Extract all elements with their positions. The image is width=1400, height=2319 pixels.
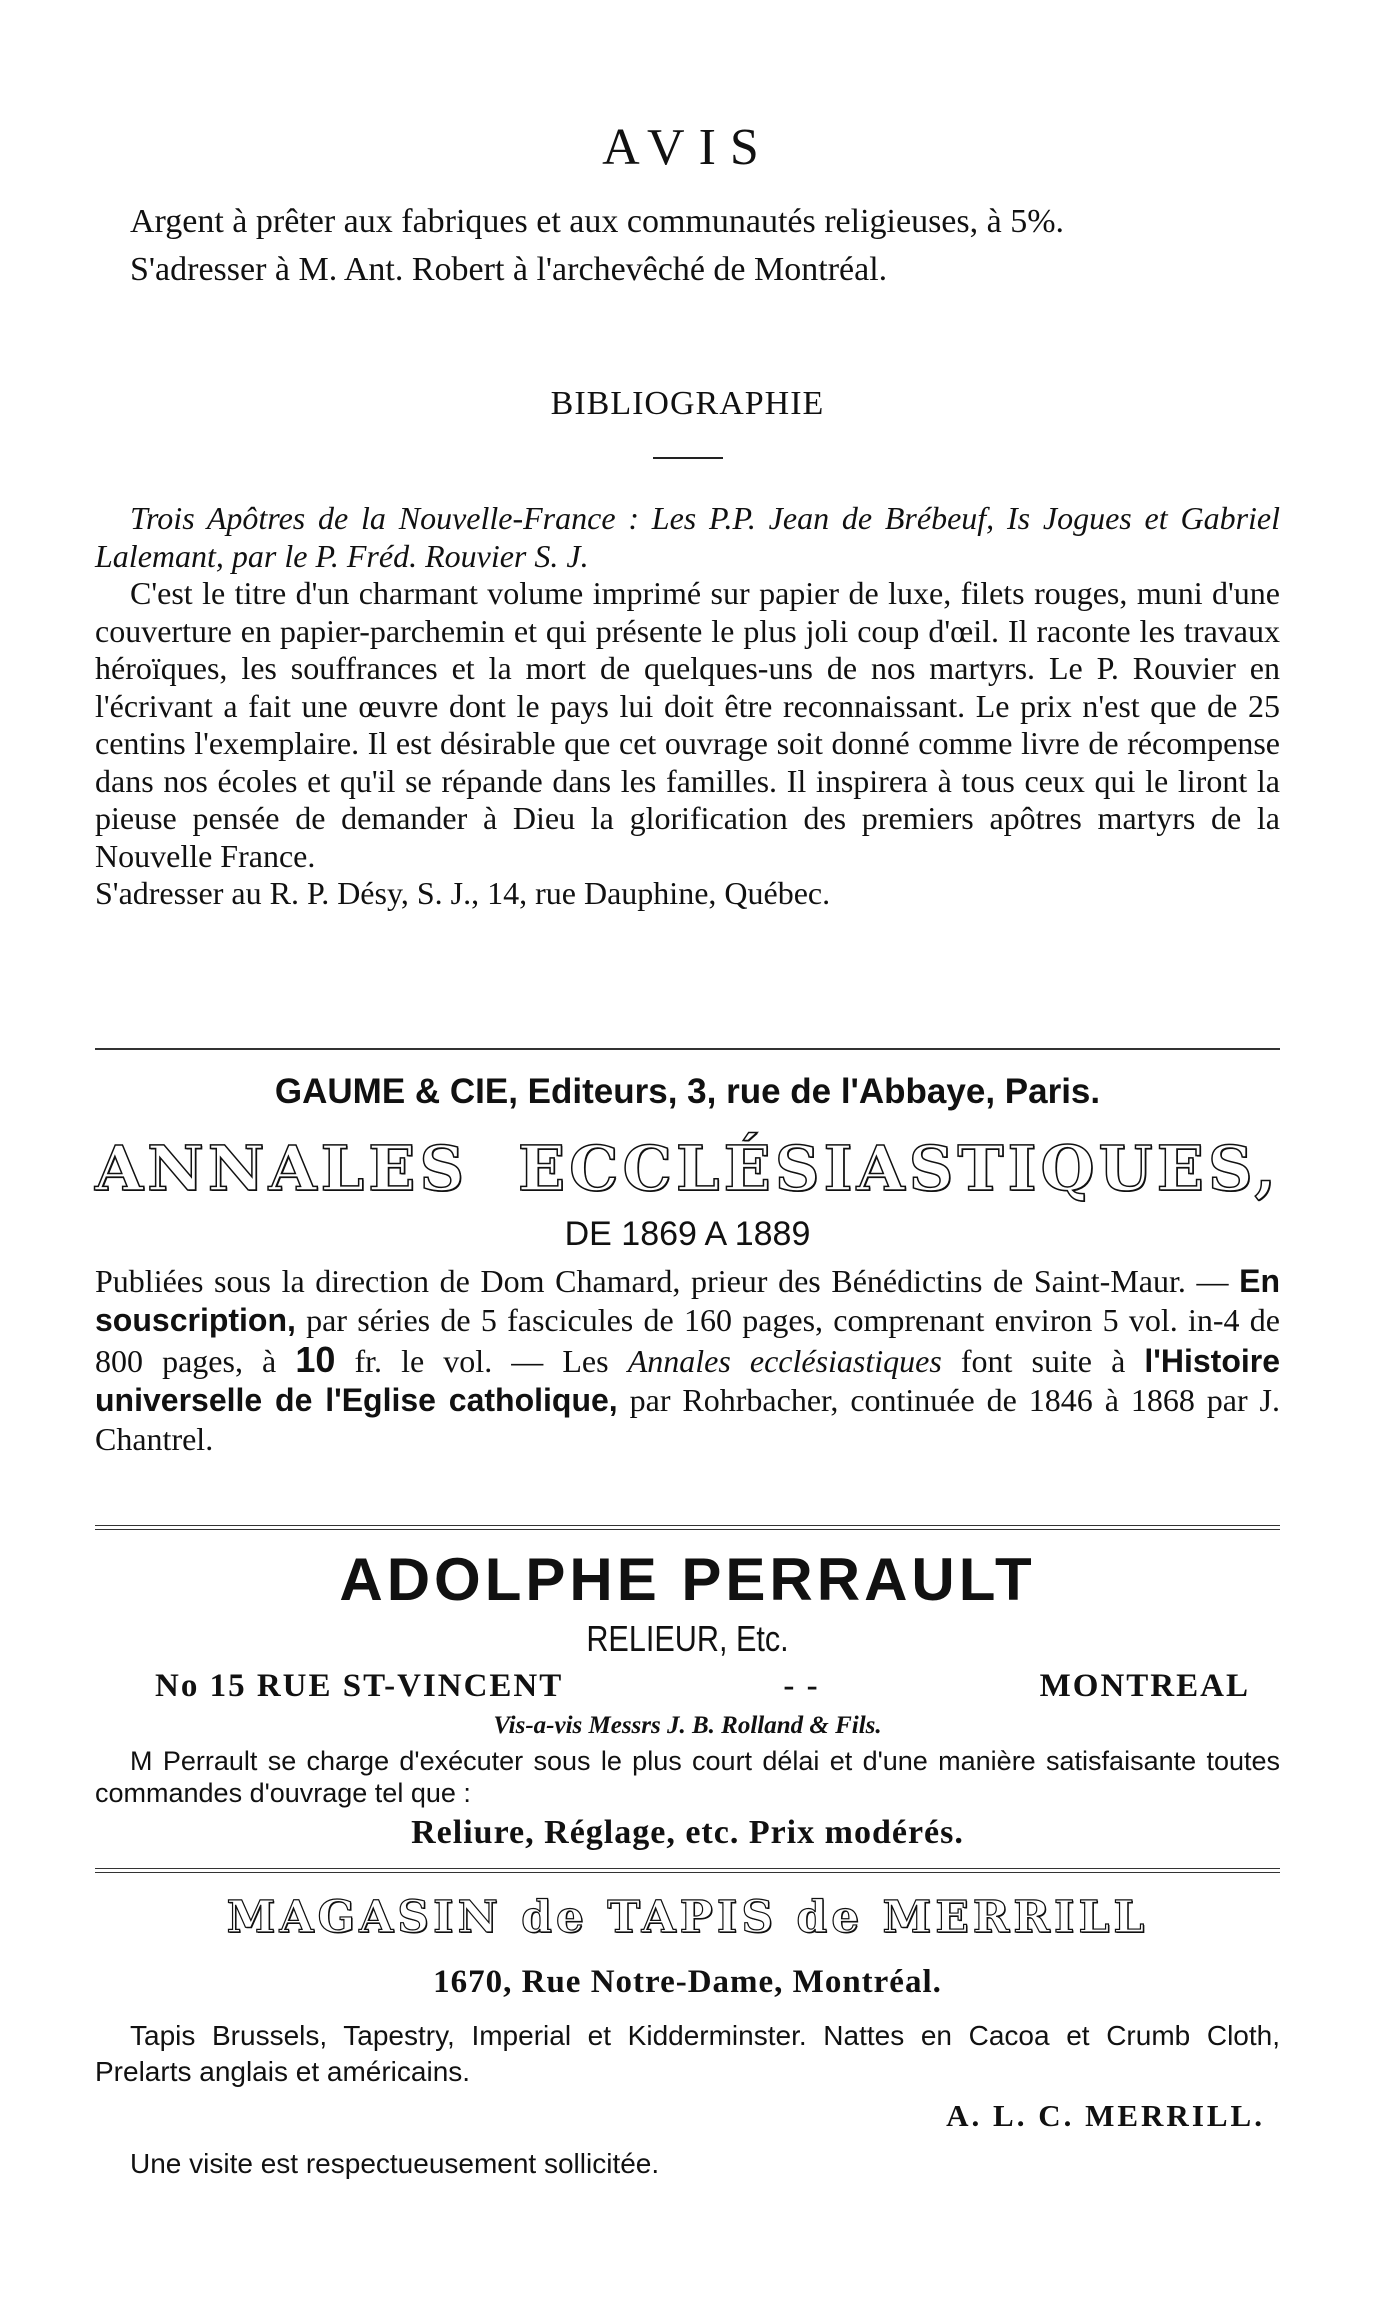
annales-body-part4: font suite à xyxy=(941,1343,1145,1379)
annales-histoire: l'Histoire universelle de l'Eglise catholique, xyxy=(95,1343,1281,1418)
bibliographie-body: C'est le titre d'un charmant volume imprimé sur papier de luxe, filets rouges, muni d'une couverture en papier-parchemin et qui présente le plus joli coup d'œil. Il raconte les travaux héroïques, les souffrances et la mort de quelques-uns de nos martyrs. Le P. Rouvier en l'écrivant a fait une œuvre dont le pays lui doit être reconnaissant. Le prix n'est que de 25 centins l'exemplaire. Il est désirable que cet ouvrage soit donné comme livre de récompense dans nos écoles et qu'il se répande dans les familles. Il inspirera à tous ceux qui le liront la pieuse pensée de demander à Dieu la glorification des premiers apôtres martyrs de la Nouvelle France. xyxy=(95,575,1280,874)
perrault-address-street: No 15 RUE ST-VINCENT xyxy=(155,1668,564,1704)
annales-subscription: En souscription, xyxy=(95,1263,1280,1338)
avis-line2: S'adresser à M. Ant. Robert à l'archevêché de Montréal. xyxy=(130,251,888,288)
annales-years: DE 1869 A 1889 xyxy=(564,1215,811,1253)
bibliographie-heading: BIBLIOGRAPHIE xyxy=(550,385,825,422)
bibliographie-address: S'adresser au R. P. Désy, S. J., 14, rue Dauphine, Québec. xyxy=(95,875,831,911)
annales-italic-title: Annales ecclésiastiques xyxy=(627,1343,942,1379)
merrill-signature: A. L. C. MERRILL. xyxy=(946,2098,1265,2133)
annales-body-part5: par Rohrbacher, continuée de 1846 à 1868 par J. Chantrel. xyxy=(95,1382,1281,1457)
avis-body xyxy=(95,202,1280,290)
perrault-trade-block xyxy=(95,1618,1280,1660)
avis-title: AVIS xyxy=(602,119,773,176)
section-divider xyxy=(95,1525,1280,1530)
perrault-services: Reliure, Réglage, etc. Prix modérés. xyxy=(411,1814,964,1851)
merrill-address: 1670, Rue Notre-Dame, Montréal. xyxy=(433,1964,942,2000)
annales-body xyxy=(95,1262,1280,1459)
perrault-name: ADOLPHE PERRAULT xyxy=(339,1546,1036,1613)
merrill-closing-block xyxy=(95,2148,1280,2180)
perrault-body: M Perrault se charge d'exécuter sous le plus court délai et d'une manière satisfaisante toutes commandes d'ouvrage tel que : xyxy=(95,1746,1280,1808)
annales-title-left: ANNALES xyxy=(95,1132,469,1205)
perrault-address xyxy=(95,1668,1280,1705)
bibliographie-heading-block xyxy=(95,385,1280,459)
book-title: Trois Apôtres de la Nouvelle-France : Les P.P. Jean de Brébeuf, Is Jogues et Gabriel Lalemant, par le P. Fréd. Rouvier S. J. xyxy=(95,500,1280,574)
annales-years-block xyxy=(95,1215,1280,1254)
bibliographie-rule xyxy=(653,457,723,459)
annales-title xyxy=(95,1134,1280,1204)
perrault-vis-a-vis: Vis-a-vis Messrs J. B. Rolland & Fils. xyxy=(493,1712,882,1739)
bibliographie-body-block xyxy=(95,500,1280,913)
perrault-name-block xyxy=(95,1545,1280,1614)
perrault-address-city: MONTREAL xyxy=(1039,1668,1250,1704)
perrault-vis-a-vis-block xyxy=(95,1712,1280,1740)
avis-line1: Argent à prêter aux fabriques et aux communautés religieuses, à 5%. xyxy=(130,203,1065,240)
merrill-title-block xyxy=(95,1892,1280,1943)
merrill-title: MAGASIN de TAPIS de MERRILL xyxy=(226,1892,1149,1943)
merrill-address-block xyxy=(95,1964,1280,2001)
perrault-trade: RELIEUR, Etc. xyxy=(586,1618,789,1659)
merrill-signature-block xyxy=(95,2098,1280,2134)
annales-body-part2: par séries de 5 fascicules de 160 pages, comprenant environ 5 vol. in-4 de 800 pages, à xyxy=(95,1302,1280,1379)
gaume-publisher: GAUME & CIE, Editeurs, 3, rue de l'Abbaye, Paris. xyxy=(274,1072,1101,1111)
gaume-publisher-block xyxy=(95,1072,1280,1112)
perrault-address-dash: - - xyxy=(783,1668,820,1704)
section-divider xyxy=(95,1048,1280,1050)
annales-title-right: ECCLÉSIASTIQUES, xyxy=(517,1132,1280,1205)
annales-price: 10 xyxy=(295,1339,336,1380)
annales-body-part3: fr. le vol. — Les xyxy=(335,1343,628,1379)
merrill-body: Tapis Brussels, Tapestry, Imperial et Kidderminster. Nattes en Cacoa et Crumb Cloth, Prelarts anglais et américains. xyxy=(95,2020,1280,2087)
perrault-services-block xyxy=(95,1814,1280,1852)
merrill-body-block xyxy=(95,2018,1280,2090)
perrault-body-block xyxy=(95,1745,1280,1809)
section-divider xyxy=(95,1868,1280,1873)
avis-title-block xyxy=(95,118,1280,177)
merrill-closing: Une visite est respectueusement sollicitée. xyxy=(130,2148,660,2179)
annales-body-part1: Publiées sous la direction de Dom Chamard, prieur des Bénédictins de Saint-Maur. — xyxy=(95,1263,1240,1299)
